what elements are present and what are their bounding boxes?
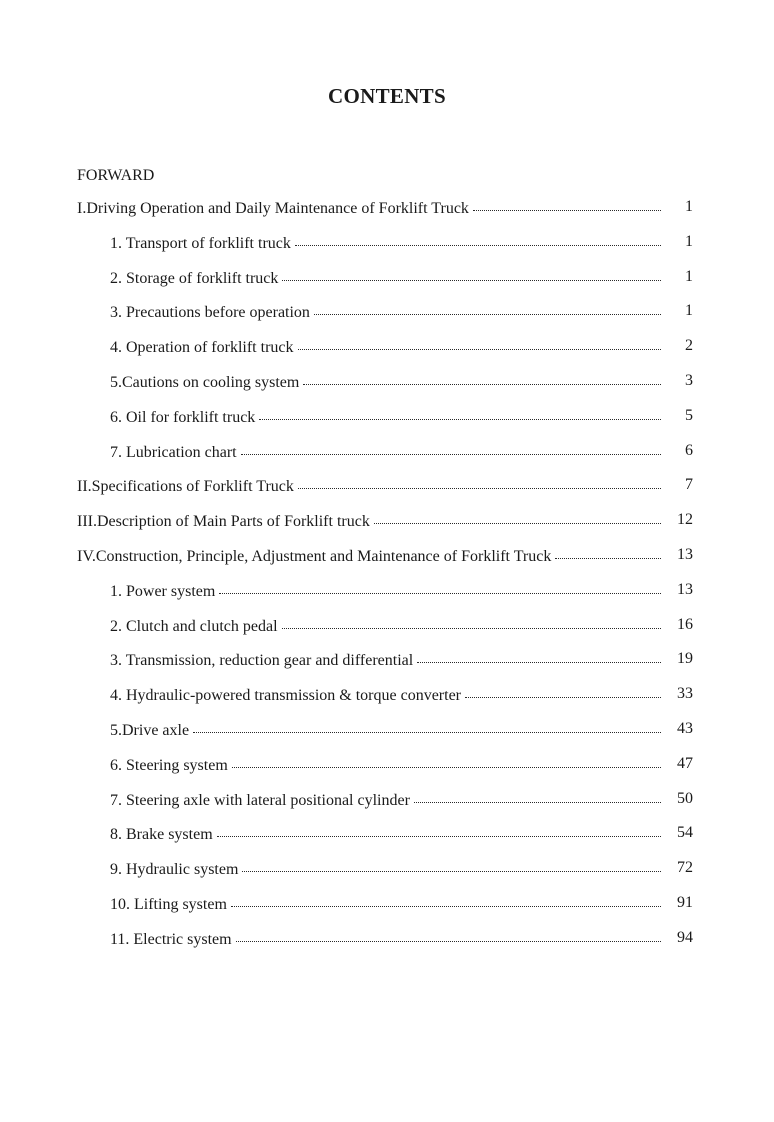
toc-entry-label: 4. Operation of forklift truck (110, 339, 294, 357)
toc-entry-label: 5.Cautions on cooling system (110, 373, 300, 391)
toc-entry[interactable] (77, 791, 693, 826)
toc-entry[interactable] (77, 443, 693, 478)
toc-page-number: 54 (677, 824, 693, 842)
dot-leader (259, 409, 661, 420)
toc-entry-label: 7. Lubrication chart (110, 443, 237, 461)
toc-page-number: 94 (677, 928, 693, 946)
toc-entry-label: 11. Electric system (110, 930, 232, 948)
toc-entry[interactable] (77, 269, 693, 304)
dot-leader (374, 513, 661, 524)
toc-entry[interactable] (77, 756, 693, 791)
toc-entry-label: 2. Clutch and clutch pedal (110, 617, 278, 635)
dot-leader (282, 270, 661, 281)
toc-entry[interactable] (77, 895, 693, 930)
toc-entry[interactable] (77, 477, 693, 512)
toc-page-number: 1 (685, 267, 693, 285)
dot-leader (473, 200, 661, 211)
toc-entry[interactable] (77, 373, 693, 408)
dot-leader (217, 826, 661, 837)
dot-leader (465, 687, 661, 698)
dot-leader (219, 583, 661, 594)
toc-page-number: 6 (685, 441, 693, 459)
toc-preface-entry[interactable]: FORWARD (77, 167, 155, 184)
toc-page-number: 1 (685, 232, 693, 250)
dot-leader (231, 896, 661, 907)
toc-entry-label: 10. Lifting system (110, 895, 227, 913)
toc-entry-label: 9. Hydraulic system (110, 861, 239, 879)
toc-page-number: 13 (677, 545, 693, 563)
toc-entry-label: 6. Oil for forklift truck (110, 408, 256, 426)
toc-entry-label: 5.Drive axle (110, 721, 190, 739)
toc-entry-label: II.Specifications of Forklift Truck (77, 478, 294, 496)
toc-entry-label: 3. Transmission, reduction gear and differential (110, 652, 414, 670)
toc-entry[interactable] (77, 617, 693, 652)
toc-entry-label: 1. Power system (110, 582, 216, 600)
toc-page-number: 7 (685, 476, 693, 494)
toc-entry[interactable] (77, 408, 693, 443)
toc-page-number: 12 (677, 511, 693, 529)
toc-page-number: 72 (677, 859, 693, 877)
dot-leader (193, 722, 661, 733)
toc-entry-label: 2. Storage of forklift truck (110, 269, 279, 287)
toc-entry-label: 1. Transport of forklift truck (110, 234, 291, 252)
dot-leader (295, 235, 661, 246)
toc-page-number: 5 (685, 406, 693, 424)
toc-page-number: 19 (677, 650, 693, 668)
toc-entry-label: IV.Construction, Principle, Adjustment and Maintenance of Forklift Truck (77, 547, 552, 565)
dot-leader (303, 374, 661, 385)
toc-entry[interactable] (77, 825, 693, 860)
dot-leader (414, 792, 661, 803)
toc-entry[interactable] (77, 512, 693, 547)
toc-entry[interactable] (77, 721, 693, 756)
toc-page-number: 13 (677, 580, 693, 598)
dot-leader (232, 757, 661, 768)
dot-leader (298, 478, 661, 489)
toc-entry[interactable] (77, 930, 693, 965)
toc-page-number: 1 (685, 198, 693, 215)
toc-page-number: 3 (685, 371, 693, 389)
toc-entry[interactable] (77, 234, 693, 269)
page-title: CONTENTS (328, 84, 446, 108)
dot-leader (282, 618, 661, 629)
dot-leader (242, 861, 661, 872)
toc-entry[interactable] (77, 686, 693, 721)
table-of-contents (77, 199, 693, 965)
toc-page-number: 16 (677, 615, 693, 633)
toc-entry-label: 6. Steering system (110, 756, 228, 774)
toc-page-number: 2 (685, 337, 693, 355)
dot-leader (241, 444, 661, 455)
toc-page-number: 33 (677, 685, 693, 703)
dot-leader (236, 931, 661, 942)
toc-page-number: 1 (685, 302, 693, 320)
toc-page-number: 47 (677, 754, 693, 772)
toc-page-number: 91 (677, 893, 693, 911)
toc-entry[interactable] (77, 582, 693, 617)
dot-leader (314, 304, 661, 315)
toc-entry[interactable] (77, 651, 693, 686)
dot-leader (417, 652, 661, 663)
toc-page-number: 43 (677, 719, 693, 737)
toc-entry[interactable] (77, 547, 693, 582)
toc-entry[interactable] (77, 199, 693, 234)
toc-entry[interactable] (77, 338, 693, 373)
toc-entry-label: 8. Brake system (110, 826, 213, 844)
toc-entry-label: 3. Precautions before operation (110, 304, 310, 322)
toc-entry[interactable] (77, 860, 693, 895)
toc-page-number: 50 (677, 789, 693, 807)
dot-leader (298, 339, 662, 350)
toc-entry-label: 4. Hydraulic-powered transmission & torque converter (110, 687, 462, 705)
dot-leader (555, 548, 661, 559)
toc-entry-label: III.Description of Main Parts of Forklift truck (77, 513, 370, 531)
toc-entry-label: 7. Steering axle with lateral positional cylinder (110, 791, 410, 809)
toc-entry-label: I.Driving Operation and Daily Maintenance of Forklift Truck (77, 200, 469, 217)
toc-entry[interactable] (77, 303, 693, 338)
